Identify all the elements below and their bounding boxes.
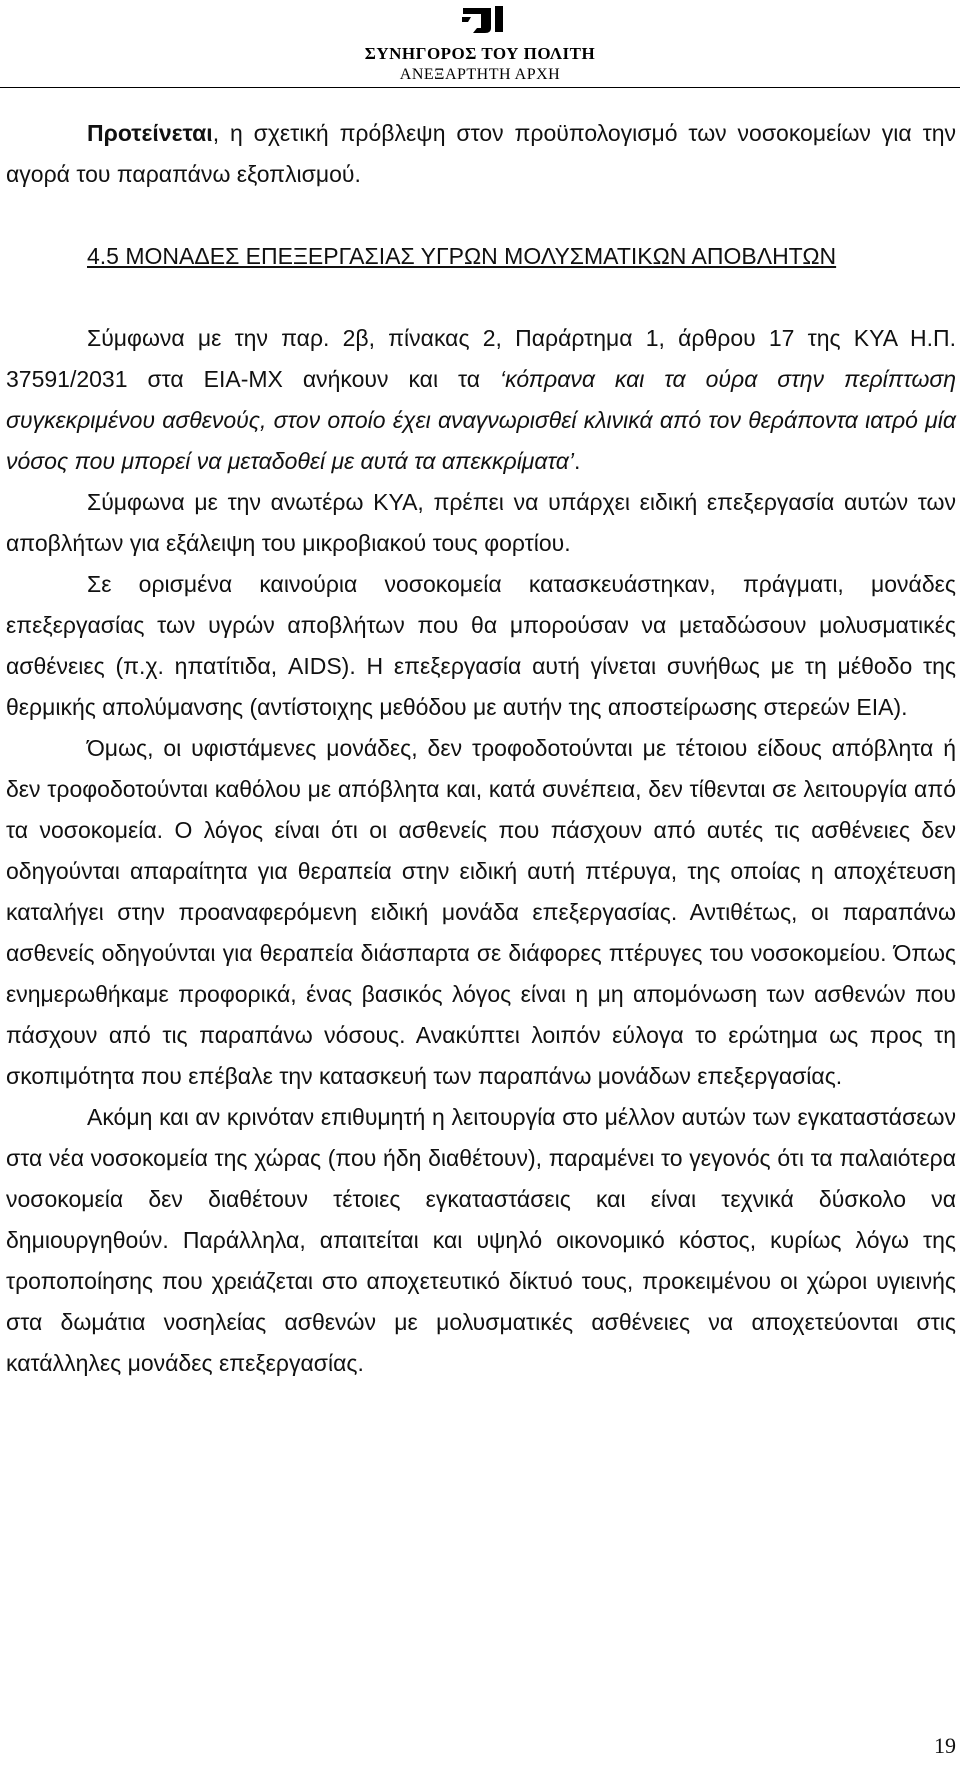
paragraph-treatment-requirement: Σύμφωνα με την ανωτέρω ΚΥΑ, πρέπει να υπάρχει ειδική επεξεργασία αυτών των αποβλήτων για εξάλειψη του μικροβιακού τους φορτίου. — [6, 489, 956, 556]
regulation-quote: ‘κόπρανα και τα ούρα στην περίπτωση συγκεκριμένου ασθενούς, στον οποίο έχει αναγνωρισθεί κλινικά από τον θεράποντα ιατρό μία νόσος που μπορεί να μεταδοθεί με αυτά τα απεκκρίματα’ — [6, 366, 956, 474]
header-divider — [0, 87, 960, 88]
page-header — [0, 0, 960, 90]
section-heading: 4.5 ΜΟΝΑΔΕΣ ΕΠΕΞΕΡΓΑΣΙΑΣ ΥΓΡΩΝ ΜΟΛΥΣΜΑΤΙΚΩΝ ΑΠΟΒΛΗΤΩΝ — [87, 243, 837, 269]
regulation-end: . — [574, 448, 581, 474]
paragraph-existing-units: Όμως, οι υφιστάμενες μονάδες, δεν τροφοδοτούνται με τέτοιου είδους απόβλητα ή δεν τροφοδοτούνται καθόλου με απόβλητα και, κατά συνέπεια, δεν τίθενται σε λειτουργία από τα νοσοκομεία. Ο λόγος είναι ότι οι ασθενείς που πάσχουν από αυτές τις ασθένειες δεν οδηγούνται απαραίτητα για θεραπεία στην ειδική αυτή πτέρυγα, της οποίας η αποχέτευση καταλήγει στην προαναφερόμενη ειδική μονάδα επεξεργασίας. Αντιθέτως, οι παραπάνω ασθενείς οδηγούνται για θεραπεία διάσπαρτα σε διάφορες πτέρυγες του νοσοκομείου. Όπως ενημερωθήκαμε προφορικά, ένας βασικός λόγος είναι η μη απομόνωση των ασθενών που πάσχουν από τις παραπάνω νόσους. Ανακύπτει λοιπόν εύλογα το ερώτημα ως προς τη σκοπιμότητα που επέβαλε την κατασκευή των παραπάνω μονάδων επεξεργασίας. — [6, 735, 956, 1089]
page-number: 19 — [934, 1733, 956, 1758]
organization-subtitle: ΑΝΕΞΑΡΤΗΤΗ ΑΡΧΗ — [399, 66, 561, 83]
proposal-keyword: Προτείνεται — [87, 120, 213, 146]
regulation-text: Σύμφωνα με την παρ. 2β, πίνακας 2, Παράρτημα 1, άρθρου 17 της ΚΥΑ Η.Π. 37591/2031 στα ΕΙΑ-ΜΧ ανήκουν και τα — [6, 325, 956, 392]
ombudsman-logo-icon — [461, 4, 507, 34]
paragraph-new-hospitals: Σε ορισμένα καινούρια νοσοκομεία κατασκευάστηκαν, πράγματι, μονάδες επεξεργασίας των υγρών αποβλήτων που θα μπορούσαν να μεταδώσουν μολυσματικές ασθένειες (π.χ. ηπατίτιδα, AIDS). Η επεξεργασία αυτή γίνεται συνήθως με τη μέθοδο της θερμικής απολύμανσης (αντίστοιχης μεθόδου με αυτήν της αποστείρωσης στερεών ΕΙΑ). — [6, 571, 956, 720]
paragraph-proposal — [6, 113, 956, 195]
paragraph-future-operation: Ακόμη και αν κρινόταν επιθυμητή η λειτουργία στο μέλλον αυτών των εγκαταστάσεων στα νέα νοσοκομεία της χώρας (που ήδη διαθέτουν), παραμένει το γεγονός ότι τα παλαιότερα νοσοκομεία δεν διαθέτουν τέτοιες εγκαταστάσεις και είναι τεχνικά δύσκολο να δημιουργηθούν. Παράλληλα, απαιτείται και υψηλό οικονομικό κόστος, κυρίως λόγω της τροποποίησης που χρειάζεται στο αποχετευτικό δίκτυό τους, προκειμένου οι χώροι υγιεινής στα δωμάτια νοσηλείας ασθενών με μολυσματικές ασθένειες να αποχετεύονται στις κατάλληλες μονάδες επεξεργασίας. — [6, 1104, 956, 1376]
document-body — [6, 113, 956, 1384]
proposal-text: , η σχετική πρόβλεψη στον προϋπολογισμό των νοσοκομείων για την αγορά του παραπάνω εξοπλισμού. — [6, 120, 956, 187]
organization-name: ΣΥΝΗΓΟΡΟΣ ΤΟΥ ΠΟΛΙΤΗ — [364, 44, 596, 63]
paragraph-regulation — [6, 318, 956, 482]
